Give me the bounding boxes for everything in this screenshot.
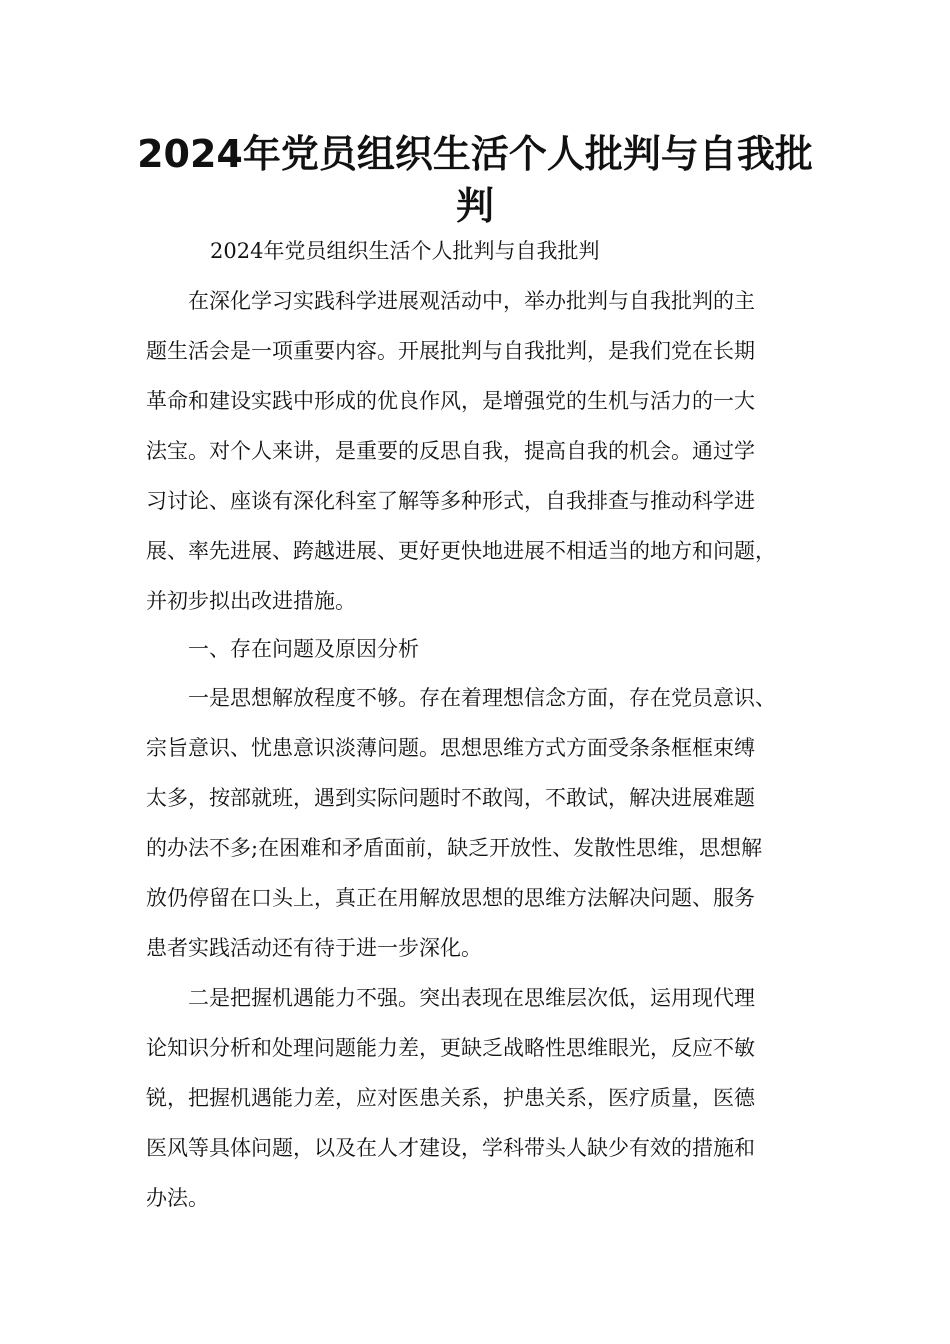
paragraph-line: 二是把握机遇能力不强。突出表现在思维层次低，运用现代理: [188, 986, 755, 1010]
paragraph-line: 办法。: [146, 1186, 209, 1210]
section-heading-text: 一、存在问题及原因分析: [188, 637, 419, 661]
paragraph-line: 医风等具体问题，以及在人才建设，学科带头人缺少有效的措施和: [146, 1136, 755, 1160]
paragraph-intro: [146, 276, 846, 626]
document-subtitle: 2024年党员组织生活个人批判与自我批判: [210, 239, 600, 263]
title-line-2: 判: [455, 184, 494, 228]
paragraph-line: 太多，按部就班，遇到实际问题时不敢闯，不敢试，解决进展难题: [146, 786, 755, 810]
paragraph-line: 并初步拟出改进措施。: [146, 589, 356, 613]
paragraph-line: 患者实践活动还有待于进一步深化。: [146, 936, 482, 960]
paragraph-line: 习讨论、座谈有深化科室了解等多种形式，自我排查与推动科学进: [146, 489, 755, 513]
paragraph-line: 一是思想解放程度不够。存在着理想信念方面，存在党员意识、: [188, 686, 776, 710]
paragraph-line: 革命和建设实践中形成的优良作风，是增强党的生机与活力的一大: [146, 389, 755, 413]
title-line-1: 2024年党员组织生活个人批判与自我批: [137, 132, 813, 176]
document-title: [100, 128, 850, 232]
section-heading: [146, 624, 846, 674]
paragraph-line: 的办法不多;在困难和矛盾面前，缺乏开放性、发散性思维，思想解: [146, 836, 763, 860]
paragraph-line: 宗旨意识、忧患意识淡薄问题。思想思维方式方面受条条框框束缚: [146, 736, 755, 760]
paragraph-line: 展、率先进展、跨越进展、更好更快地进展不相适当的地方和问题，: [146, 539, 776, 563]
paragraph-problem-1: [146, 673, 846, 973]
paragraph-line: 锐，把握机遇能力差，应对医患关系，护患关系，医疗质量，医德: [146, 1086, 755, 1110]
paragraph-line: 法宝。对个人来讲，是重要的反思自我，提高自我的机会。通过学: [146, 439, 755, 463]
paragraph-line: 放仍停留在口头上，真正在用解放思想的思维方法解决问题、服务: [146, 886, 755, 910]
paragraph-line: 题生活会是一项重要内容。开展批判与自我批判，是我们党在长期: [146, 339, 755, 363]
paragraph-line: 在深化学习实践科学进展观活动中，举办批判与自我批判的主: [188, 289, 755, 313]
paragraph-problem-2: [146, 973, 846, 1223]
paragraph-line: 论知识分析和处理问题能力差，更缺乏战略性思维眼光，反应不敏: [146, 1036, 755, 1060]
